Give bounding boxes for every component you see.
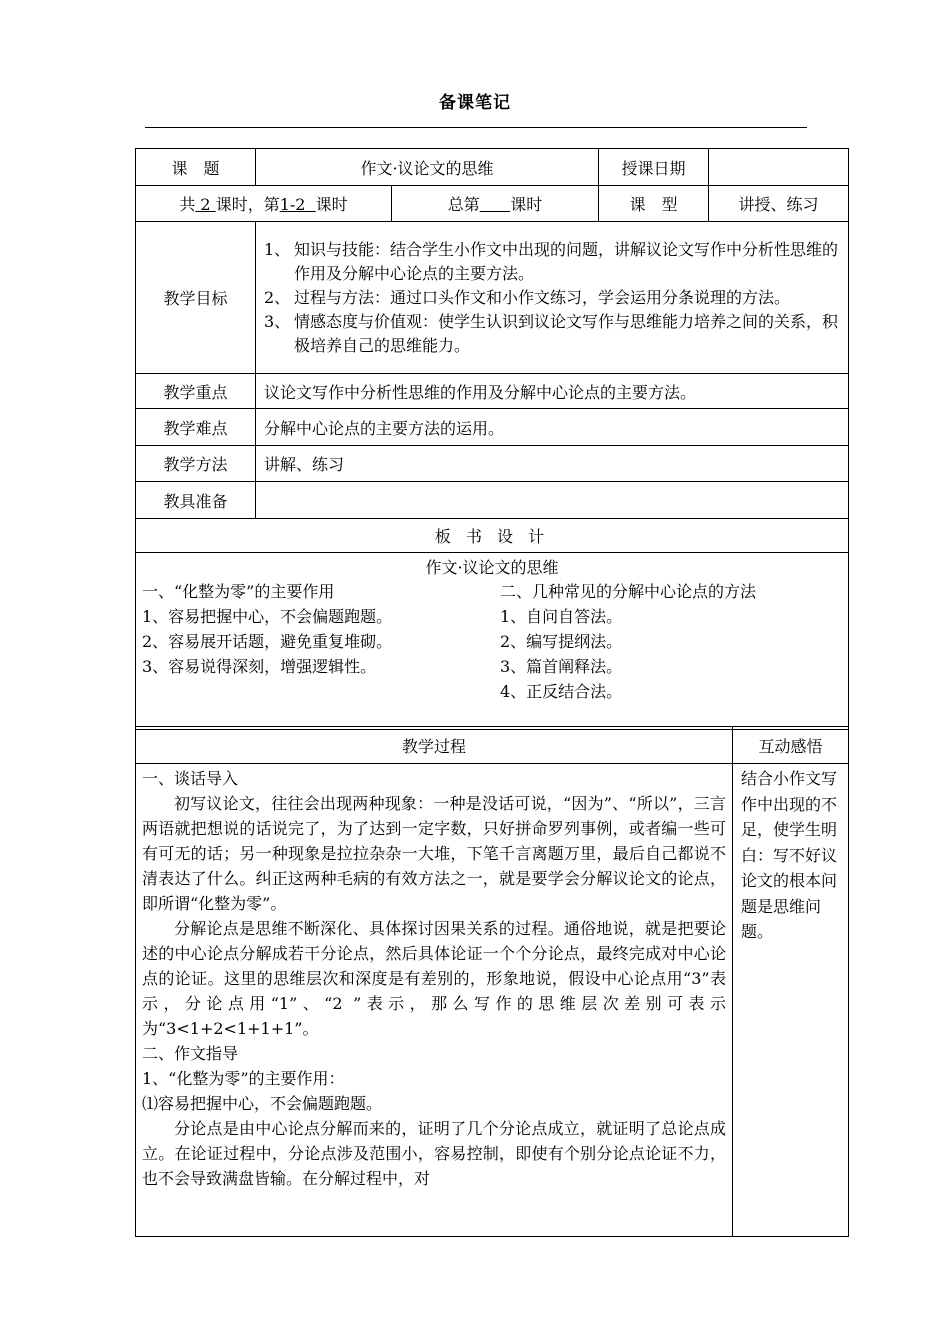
method-label: 教学方法 xyxy=(136,446,256,482)
board-right-column xyxy=(500,579,756,704)
objective-item: 2、 过程与方法：通过口头作文和小作文练习，学会运用分条说理的方法。 xyxy=(264,287,791,307)
difficulty-value: 分解中心论点的主要方法的运用。 xyxy=(256,409,849,446)
teaching-process-table xyxy=(135,726,849,1237)
process-paragraph: ⑴容易把握中心，不会偏题跑题。 xyxy=(142,1094,383,1113)
board-content xyxy=(136,553,849,730)
topic-label: 课 题 xyxy=(136,149,256,186)
board-right-line: 二、几种常见的分解中心论点的方法 xyxy=(500,582,757,601)
hours-total-value: 2 xyxy=(200,195,211,214)
overall-hours-cell xyxy=(392,186,599,222)
topic-value: 作文·议论文的思维 xyxy=(256,149,599,186)
difficulty-label: 教学难点 xyxy=(136,409,256,446)
board-right-line: 2、编写提纲法。 xyxy=(500,632,623,651)
objectives-content xyxy=(256,222,849,374)
key-point-value: 议论文写作中分析性思维的作用及分解中心论点的主要方法。 xyxy=(256,374,849,409)
overall-suffix: 课时 xyxy=(510,195,543,214)
date-label: 授课日期 xyxy=(599,149,709,186)
process-paragraph: 1、“化整为零”的主要作用： xyxy=(142,1069,345,1088)
lesson-plan-table xyxy=(135,148,849,730)
process-paragraph: 二、作文指导 xyxy=(142,1044,239,1063)
board-left-line: 3、容易说得深刻，增强逻辑性。 xyxy=(142,657,377,676)
hours-cell xyxy=(136,186,392,222)
type-label: 课 型 xyxy=(599,186,709,222)
process-heading: 教学过程 xyxy=(136,727,733,764)
overall-prefix: 总第 xyxy=(447,195,480,214)
objective-item: 1、 知识与技能：结合学生小作文中出现的问题，讲解议论文写作中分析性思维的作用及分解中心论点的主要方法。 xyxy=(264,239,839,283)
interaction-heading: 互动感悟 xyxy=(733,727,849,764)
hours-total-suffix: 课时，第 xyxy=(215,195,280,214)
hours-total-prefix: 共 xyxy=(179,195,196,214)
objective-item: 3、 情感态度与价值观：使学生认识到议论文写作与思维能力培养之间的关系，积极培养自己的思维能力。 xyxy=(264,311,839,355)
objectives-label: 教学目标 xyxy=(136,222,256,374)
board-left-column xyxy=(142,579,392,679)
key-point-label: 教学重点 xyxy=(136,374,256,409)
process-paragraph: 初写议论文，往往会出现两种现象：一种是没话可说，“因为”、“所以”，三言两语就把想说的话说完了，为了达到一定字数，只好拼命罗列事例，或者编一些可有可无的话；另一种现象是拉拉杂杂一大堆，下笔千言离题万里，最后自己都说不清表达了什么。纠正这两种毛病的有效方法之一，就是要学会分解议论文的论点，即所谓“化整为零”。 xyxy=(142,794,726,913)
title-divider xyxy=(145,127,807,128)
date-value xyxy=(709,149,849,186)
process-paragraph: 一、谈话导入 xyxy=(142,769,239,788)
overall-value xyxy=(480,195,511,214)
board-left-line: 一、“化整为零”的主要作用 xyxy=(142,582,335,601)
method-value: 讲解、练习 xyxy=(256,446,849,482)
board-right-line: 3、篇首阐释法。 xyxy=(500,657,623,676)
board-left-line: 1、容易把握中心，不会偏题跑题。 xyxy=(142,607,393,626)
board-title: 作文·议论文的思维 xyxy=(425,558,559,577)
board-right-line: 1、自问自答法。 xyxy=(500,607,623,626)
process-paragraph: 分论点是由中心论点分解而来的，证明了几个分论点成立，就证明了总论点成立。在论证过程中，分论点涉及范围小，容易控制，即使有个别分论点论证不力，也不会导致满盘皆输。在分解过程中，对 xyxy=(142,1119,726,1188)
type-value: 讲授、练习 xyxy=(709,186,849,222)
hours-range-suffix: 课时 xyxy=(315,195,348,214)
interaction-note: 结合小作文写作中出现的不足，使学生明白：写不好议论文的根本问题是思维问题。 xyxy=(733,764,849,1237)
board-right-line: 4、正反结合法。 xyxy=(500,682,623,701)
hours-range-value: 1-2 xyxy=(279,195,306,214)
board-heading: 板 书 设 计 xyxy=(136,519,849,553)
tools-label: 教具准备 xyxy=(136,482,256,519)
process-paragraph: 分解论点是思维不断深化、具体探讨因果关系的过程。通俗地说，就是把要论述的中心论点分解成若干分论点，然后具体论证一个个分论点，最终完成对中心论点的论证。这里的思维层次和深度是有差别的，形象地说，假设中心论点用“3”表示，分论点用“1”、“2 ”表示，那么写作的思维层次差别可表示为“3<1+2<1+1+1”。 xyxy=(142,919,726,1038)
tools-value xyxy=(256,482,849,519)
page-title: 备课笔记 xyxy=(439,93,511,113)
process-content xyxy=(136,764,733,1237)
board-left-line: 2、容易展开话题，避免重复堆砌。 xyxy=(142,632,393,651)
